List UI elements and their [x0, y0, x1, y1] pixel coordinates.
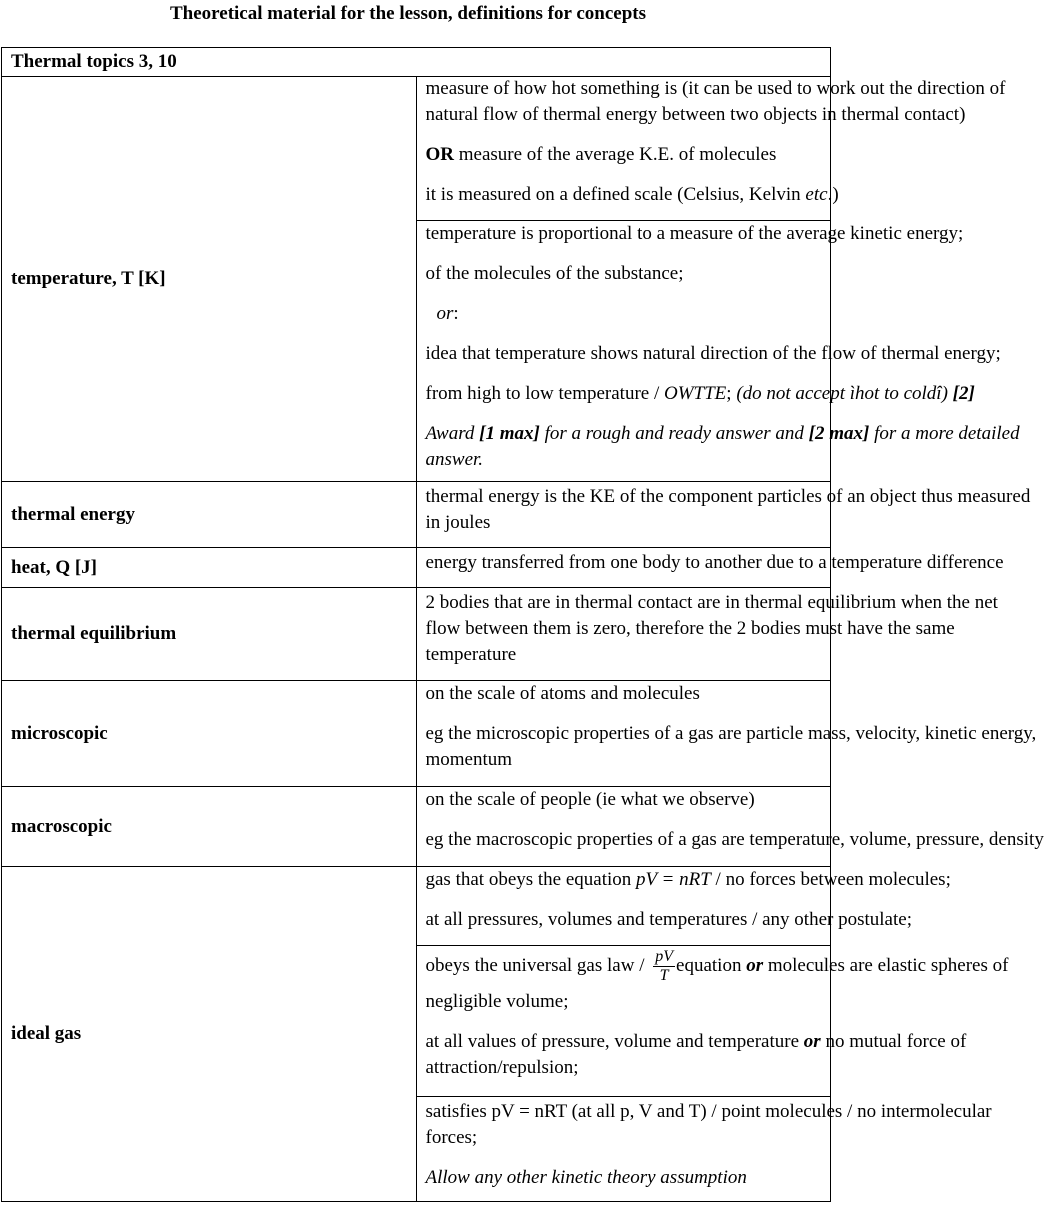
text-span: .) — [827, 184, 839, 205]
or-label: OR — [425, 144, 454, 165]
definition-line: flow between them is zero, therefore the 2 bodies must have the same — [425, 618, 955, 639]
definition-line: on the scale of atoms and molecules — [425, 683, 700, 704]
text-span: gas that obeys the equation — [425, 869, 637, 890]
text-span: : — [453, 303, 459, 324]
fraction-numerator: pV — [655, 948, 674, 966]
definition-line: attraction/repulsion; — [425, 1057, 579, 1079]
topic-heading: Thermal topics 3, 10 — [2, 48, 831, 77]
or-label: or — [746, 955, 764, 976]
definitions-table — [1, 47, 1044, 1202]
text-span: (do not accept ìhot to coldî) — [736, 383, 953, 404]
text-span: at all values of pressure, volume and temperature — [425, 1031, 804, 1053]
mark-label: [2 max] — [808, 423, 870, 444]
topic-row — [2, 48, 831, 77]
definition-line: measure of how hot something is (it can be used to work out the direction of — [425, 78, 1006, 99]
definition-ideal-gas-b — [416, 946, 1009, 1097]
text-span: molecules are elastic spheres of — [763, 955, 1009, 976]
definition-line: 2 bodies that are in thermal contact are in thermal equilibrium when the net — [425, 592, 998, 613]
text-span: ; — [726, 383, 737, 404]
term-thermal-equilibrium: thermal equilibrium — [2, 588, 417, 681]
mark-label: [2] — [952, 383, 975, 404]
text-span: for a more detailed — [869, 423, 1020, 444]
table-row — [2, 588, 831, 681]
definition-line: negligible volume; — [425, 991, 569, 1013]
table-row — [2, 482, 831, 548]
text-span: etc — [805, 184, 828, 205]
text-span: from high to low temperature / — [425, 383, 664, 404]
term-macroscopic: macroscopic — [2, 787, 417, 867]
definition-line: of the molecules of the substance; — [425, 263, 684, 284]
definition-line — [426, 142, 831, 168]
text-span: Award — [425, 423, 480, 444]
definition-macroscopic — [416, 787, 1044, 867]
text-span: OWTTE — [664, 383, 727, 404]
text-span: obeys the universal gas law / — [425, 955, 650, 976]
table-row — [2, 787, 831, 867]
mark-label: [1 max] — [479, 423, 540, 444]
definition-line — [426, 301, 831, 327]
term-temperature: temperature, T [K] — [2, 77, 417, 482]
definition-line: momentum — [425, 749, 513, 770]
definition-line — [425, 182, 839, 208]
definition-line: natural flow of thermal energy between two objects in thermal contact) — [425, 104, 966, 125]
definition-ideal-gas-c — [416, 1097, 992, 1202]
page-title: Theoretical material for the lesson, definitions for concepts — [170, 3, 646, 24]
fraction-pv-over-t — [653, 948, 675, 985]
definition-line: energy transferred from one body to another due to a temperature difference — [425, 552, 1004, 573]
equation: pV = nRT — [636, 869, 711, 890]
definition-line: eg the microscopic properties of a gas are particle mass, velocity, kinetic energy, — [425, 723, 1037, 744]
definition-microscopic — [416, 681, 1037, 787]
term-heat: heat, Q [J] — [2, 548, 417, 588]
term-microscopic: microscopic — [2, 681, 417, 787]
definition-line: on the scale of people (ie what we observe) — [425, 789, 755, 810]
definition-line: temperature — [425, 644, 517, 665]
definition-temperature-b — [416, 221, 1020, 482]
definition-line — [425, 381, 975, 407]
definition-line: temperature is proportional to a measure of the average kinetic energy; — [425, 223, 964, 244]
or-label: or — [803, 1031, 821, 1053]
text-span: measure of the average K.E. of molecules — [454, 144, 777, 165]
term-ideal-gas: ideal gas — [2, 867, 417, 1202]
table-row — [2, 548, 831, 588]
term-thermal-energy: thermal energy — [2, 482, 417, 548]
table-row — [2, 681, 831, 787]
definition-heat — [416, 548, 1004, 588]
definition-thermal-energy — [416, 482, 1031, 548]
text-span: / no forces between molecules; — [710, 869, 951, 890]
definition-line: at all pressures, volumes and temperatures / any other postulate; — [425, 909, 912, 930]
text-span: for a rough and ready answer and — [539, 423, 809, 444]
definition-line — [425, 1029, 967, 1055]
definition-line: forces; — [425, 1127, 478, 1148]
definition-line: eg the macroscopic properties of a gas are temperature, volume, pressure, density — [425, 829, 1044, 850]
text-span: it is measured on a defined scale (Celsius, Kelvin — [425, 184, 806, 205]
definition-line: answer. — [425, 449, 484, 470]
table-row — [2, 77, 831, 221]
definition-line: idea that temperature shows natural direction of the flow of thermal energy; — [425, 343, 1001, 364]
text-span: no mutual force of — [820, 1031, 967, 1053]
definition-line — [425, 948, 1009, 985]
definition-temperature-a — [416, 77, 1006, 221]
definition-line: satisfies pV = nRT (at all p, V and T) / point molecules / no intermolecular — [425, 1101, 992, 1122]
definition-line: Allow any other kinetic theory assumption — [425, 1167, 747, 1188]
text-span: equation — [676, 955, 747, 976]
table-row — [2, 867, 831, 946]
definition-ideal-gas-a — [416, 867, 951, 946]
fraction-denominator: T — [659, 967, 669, 985]
definition-line: thermal energy is the KE of the component particles of an object thus measured — [425, 486, 1031, 507]
definition-line — [425, 421, 1020, 447]
definition-line — [425, 867, 951, 893]
definition-thermal-equilibrium — [416, 588, 998, 681]
definition-line: in joules — [425, 512, 491, 533]
text-span: or — [436, 303, 454, 324]
